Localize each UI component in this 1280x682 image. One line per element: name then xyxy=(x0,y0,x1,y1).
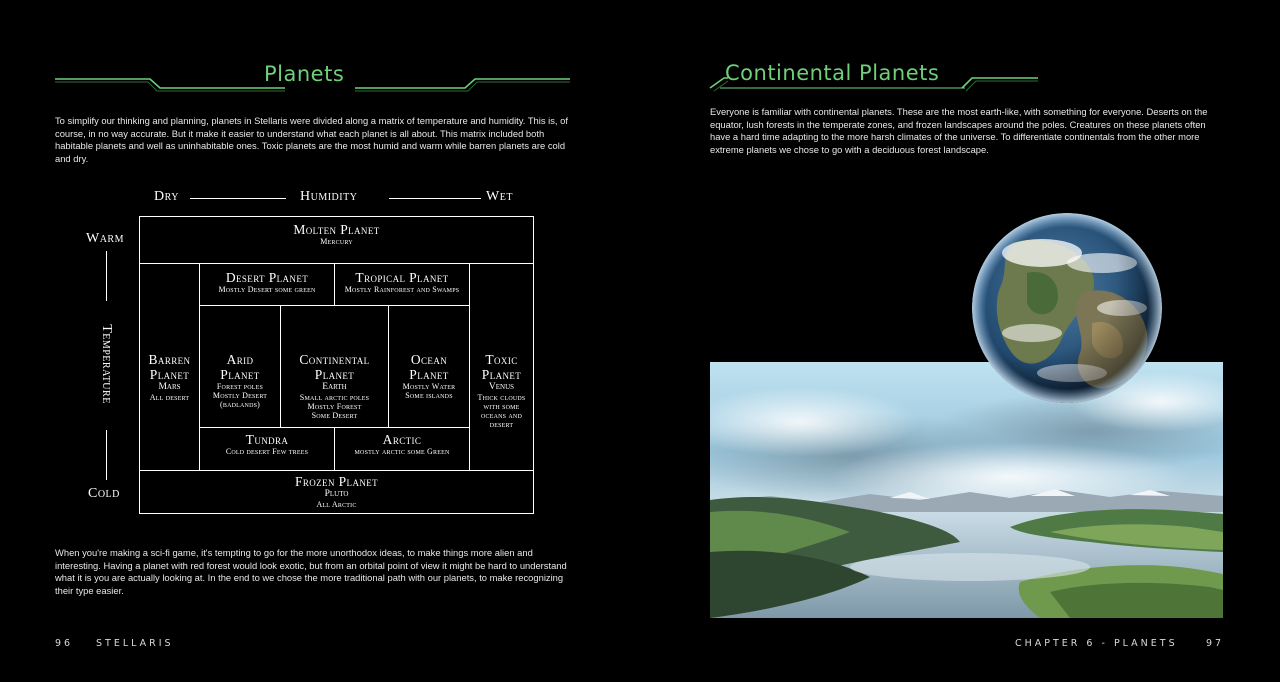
chapter-title: CHAPTER 6 - PLANETS xyxy=(1015,638,1178,649)
barren-planet-desc2: All desert xyxy=(149,393,190,402)
arid-planet-name2: Planet xyxy=(220,367,260,382)
continental-planet-desc4: Some Desert xyxy=(311,411,358,420)
tundra-cell xyxy=(199,427,335,471)
humidity-dry-label: Dry xyxy=(154,189,179,204)
temp-warm-label: Warm xyxy=(86,231,124,246)
toxic-planet-desc2: Thick clouds xyxy=(477,393,526,402)
right-intro-text: Everyone is familiar with continental planets. These are the most earth-like, with something for everyone. Deserts on the equator, lush forests in the temperate zones, and frozen landscapes around the poles. Creatures on these planets often have a hard time adapting to the more harsh climates of the universe. To differentiate continentals from the other more extreme planets we chose to go with a deciduous forest landscape. xyxy=(710,106,1208,155)
tropical-planet-name: Tropical Planet xyxy=(355,270,449,285)
ocean-planet-desc1: Mostly Water xyxy=(402,382,456,391)
barren-planet-desc1: Mars xyxy=(158,382,181,392)
toxic-planet-name1: Toxic xyxy=(485,352,518,367)
humidity-label: Humidity xyxy=(300,189,358,204)
continental-planet-desc1: Earth xyxy=(322,382,347,392)
barren-planet-name2: Planet xyxy=(149,367,190,382)
arid-planet-desc3: (badlands) xyxy=(220,400,260,409)
arid-planet-name1: Arid xyxy=(226,352,254,367)
humidity-wet-label: Wet xyxy=(486,189,513,204)
molten-planet-name: Molten Planet xyxy=(293,222,380,237)
arid-planet-desc1: Forest poles xyxy=(216,382,264,391)
arid-planet-desc2: Mostly Desert xyxy=(212,391,268,400)
toxic-planet-desc1: Venus xyxy=(488,382,515,392)
ocean-planet-name1: Ocean xyxy=(410,352,448,367)
forest-landscape-image xyxy=(710,362,1223,618)
temp-line-bottom xyxy=(106,430,107,480)
toxic-planet-desc4: oceans and xyxy=(480,411,522,420)
desert-planet-name: Desert Planet xyxy=(225,270,309,285)
frozen-planet-desc2: All Arctic xyxy=(316,500,357,509)
toxic-planet-cell xyxy=(469,263,534,471)
temp-line-top xyxy=(106,251,107,301)
arid-planet-cell xyxy=(199,305,281,428)
right-page-title: Continental Planets xyxy=(725,61,940,85)
frozen-planet-name: Frozen Planet xyxy=(294,474,379,489)
molten-planet-cell xyxy=(139,216,534,264)
ocean-planet-cell xyxy=(388,305,470,428)
ocean-planet-desc2: Some islands xyxy=(405,391,453,400)
continental-planet-image xyxy=(972,213,1162,403)
continental-planet-name2: Planet xyxy=(314,367,355,382)
barren-planet-name1: Barren xyxy=(148,352,191,367)
continental-planet-desc2: Small arctic poles xyxy=(299,393,370,402)
temperature-label: Temperature xyxy=(99,324,114,404)
toxic-planet-name2: Planet xyxy=(481,367,522,382)
continental-planet-desc3: Mostly Forest xyxy=(307,402,362,411)
continental-planet-cell xyxy=(280,305,389,428)
left-page-title: Planets xyxy=(264,62,345,86)
humidity-line-left xyxy=(190,198,286,199)
right-page-number: 97 xyxy=(1206,638,1225,649)
toxic-planet-desc3: with some xyxy=(483,402,520,411)
tundra-desc: Cold desert Few trees xyxy=(225,447,309,456)
book-title: STELLARIS xyxy=(96,638,174,649)
barren-planet-cell xyxy=(139,263,200,471)
humidity-line-right xyxy=(389,198,481,199)
tropical-planet-desc: Mostly Rainforest and Swamps xyxy=(344,285,460,294)
tropical-planet-cell xyxy=(334,263,470,306)
continental-planet-name1: Continental xyxy=(299,352,370,367)
arctic-desc: mostly arctic some Green xyxy=(354,447,450,456)
desert-planet-cell xyxy=(199,263,335,306)
desert-planet-desc: Mostly Desert some green xyxy=(218,285,316,294)
arctic-name: Arctic xyxy=(382,432,422,447)
frozen-planet-cell xyxy=(139,470,534,514)
toxic-planet-desc5: desert xyxy=(489,420,514,429)
left-page-number: 96 xyxy=(55,638,74,649)
left-intro-text: To simplify our thinking and planning, planets in Stellaris were divided along a matrix of temperature and humidity. This is, of course, in no way accurate. But it make it easier to understand what each planet is all about. This matrix included both habitable planets and well as uninhabitable ones. Toxic planets are the most humid and warm while barren planets are cold and dry. xyxy=(55,115,568,164)
frozen-planet-desc1: Pluto xyxy=(324,489,349,499)
ocean-planet-name2: Planet xyxy=(409,367,449,382)
left-outro-text: When you're making a sci-fi game, it's tempting to go for the more unorthodox ideas, to make things more alien and interesting. Having a planet with red forest would look exotic, but from an orbital point of view it might be hard to understand what it is you are actually looking at. In the end to we chose the more traditional path with our planets, to make recognizing their type easier. xyxy=(55,547,567,596)
temp-cold-label: Cold xyxy=(88,486,120,501)
tundra-name: Tundra xyxy=(245,432,289,447)
arctic-cell xyxy=(334,427,470,471)
molten-planet-desc: Mercury xyxy=(320,237,353,246)
